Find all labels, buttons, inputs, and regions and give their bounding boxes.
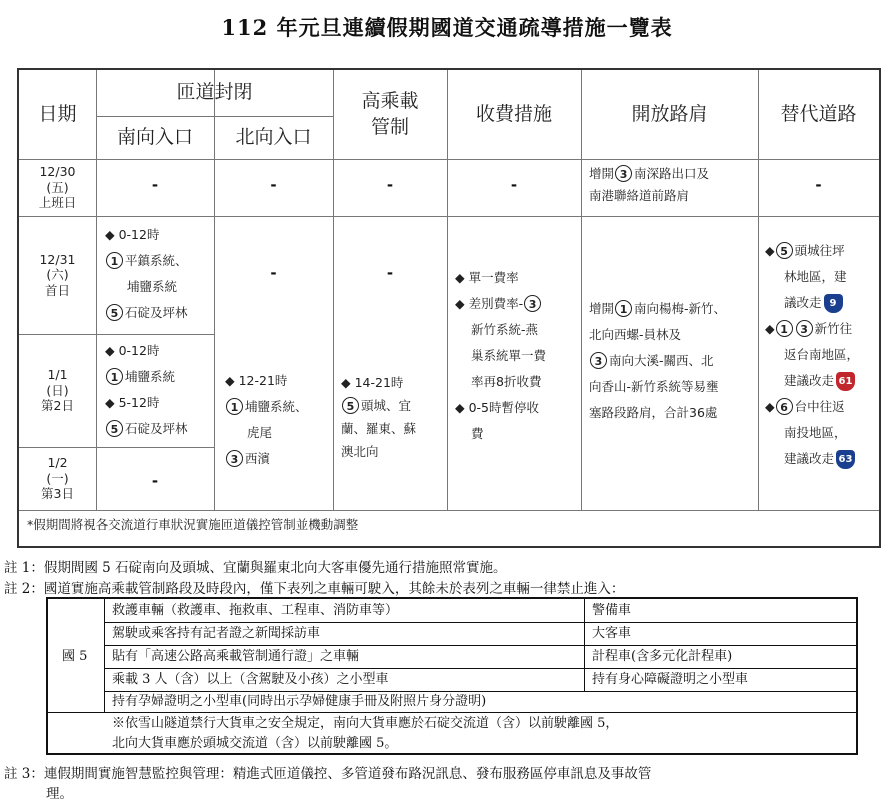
vehicle-item: 警備車 bbox=[592, 603, 632, 618]
text: 率再8折收費 bbox=[471, 374, 542, 389]
date-cell bbox=[19, 334, 96, 447]
date-cell bbox=[19, 159, 96, 216]
text: 林地區，建 bbox=[784, 269, 847, 284]
date-line: 1/2 bbox=[47, 455, 68, 471]
text: ◆ 12-21時 bbox=[225, 373, 288, 388]
header-hov bbox=[333, 70, 447, 159]
south-entry-1231 bbox=[105, 222, 188, 326]
route-5-icon: 5 bbox=[106, 420, 123, 437]
south-entry-0101 bbox=[105, 338, 188, 442]
text: ◆ 0-12時 bbox=[105, 343, 160, 358]
grid-line bbox=[104, 599, 105, 712]
empty-cell: - bbox=[386, 264, 394, 282]
grid-line bbox=[19, 216, 879, 217]
text: 巢系統單一費 bbox=[471, 348, 547, 363]
text: 返台南地區， bbox=[784, 347, 860, 362]
date-line: 首日 bbox=[44, 282, 70, 298]
text: 埔鹽系統 bbox=[125, 369, 176, 384]
text: 向香山-新竹系統等易壅 bbox=[589, 379, 719, 394]
note-2: 註 2：國道實施高乘載管制路段及時段內，僅下表列之車輛可駛入，其餘未於表列之車輛一律禁止進入： bbox=[4, 581, 625, 597]
empty-cell: - bbox=[151, 472, 159, 490]
text: 西濱 bbox=[245, 451, 271, 466]
empty-cell: - bbox=[270, 176, 277, 194]
header-hov-line2: 管制 bbox=[370, 115, 409, 138]
header-date: 日期 bbox=[38, 102, 77, 125]
header-south-entry: 南向入口 bbox=[116, 125, 193, 148]
header-hov-line1: 高乘載 bbox=[361, 89, 419, 112]
text: 新竹往 bbox=[814, 321, 853, 336]
header-shoulder: 開放路肩 bbox=[631, 102, 708, 125]
text: ◆ bbox=[765, 321, 775, 336]
route-3-icon: 3 bbox=[226, 450, 243, 467]
text: 建議改走 bbox=[784, 373, 835, 388]
text: 澳北向 bbox=[341, 444, 379, 459]
date-line: 1/1 bbox=[47, 367, 68, 383]
vehicle-item: 乘載 3 人（含）以上（含駕駛及小孩）之小型車 bbox=[112, 672, 389, 687]
toll-measures bbox=[455, 265, 546, 447]
route-1-icon: 1 bbox=[106, 368, 123, 385]
date-line: 第2日 bbox=[41, 398, 74, 414]
vehicle-item: 計程車(含多元化計程車) bbox=[592, 649, 733, 664]
header-toll: 收費措施 bbox=[475, 102, 552, 125]
text: 頭城往坪 bbox=[794, 243, 845, 258]
text: 南投地區， bbox=[784, 425, 847, 440]
grid-line bbox=[19, 510, 879, 511]
hov-vehicle-table bbox=[46, 597, 858, 755]
highway-9-shield-icon: 9 bbox=[824, 294, 843, 313]
vehicle-item: 大客車 bbox=[592, 626, 632, 641]
route-1-icon: 1 bbox=[776, 320, 793, 337]
text: 南深路出口及 bbox=[634, 166, 710, 181]
date-cell bbox=[19, 216, 96, 334]
vehicle-item: 救護車輛（救護車、拖救車、工程車、消防車等） bbox=[112, 603, 399, 618]
empty-cell: - bbox=[510, 176, 518, 194]
text: ◆ 單一費率 bbox=[455, 270, 519, 285]
date-line: (一) bbox=[46, 470, 69, 486]
text: 埔鹽系統、 bbox=[245, 399, 308, 414]
date-cell bbox=[19, 447, 96, 510]
table-footnote: *假期間將視各交流道行車狀況實施匝道儀控管制並機動調整 bbox=[27, 517, 359, 532]
date-line: (六) bbox=[46, 267, 69, 283]
text: 石碇及坪林 bbox=[125, 421, 188, 436]
text: 南向大溪-關西、北 bbox=[609, 353, 714, 368]
text: ◆ 5-12時 bbox=[105, 395, 160, 410]
route-3-icon: 3 bbox=[796, 320, 813, 337]
road-label: 國 5 bbox=[62, 649, 88, 664]
text: ◆ 差別費率- bbox=[455, 296, 524, 311]
note-3-cont: 理。 bbox=[46, 786, 73, 802]
text: 南向楊梅-新竹、 bbox=[634, 301, 727, 316]
alt-routes bbox=[765, 238, 859, 472]
north-entry-0101 bbox=[225, 368, 308, 472]
date-line: 12/30 bbox=[39, 164, 76, 180]
route-3-icon: 3 bbox=[590, 352, 607, 369]
text: ◆ bbox=[765, 243, 775, 258]
text: 增開 bbox=[589, 166, 615, 181]
highway-61-shield-icon: 61 bbox=[836, 372, 855, 391]
text: 埔鹽系統 bbox=[127, 279, 178, 294]
text: 新竹系統-燕 bbox=[471, 322, 539, 337]
empty-cell: - bbox=[815, 176, 822, 194]
route-3-icon: 3 bbox=[524, 295, 541, 312]
shoulder-1230 bbox=[589, 163, 709, 207]
date-line: (五) bbox=[46, 179, 69, 195]
text: 費 bbox=[471, 426, 484, 441]
text: 台中往返 bbox=[794, 399, 845, 414]
route-1-icon: 1 bbox=[615, 300, 632, 317]
text: ◆ 0-12時 bbox=[105, 227, 160, 242]
vehicle-item: 貼有「高速公路高乘載管制通行證」之車輛 bbox=[112, 649, 360, 664]
text: 頭城、宜 bbox=[361, 398, 412, 413]
grid-line bbox=[19, 159, 879, 160]
route-5-icon: 5 bbox=[342, 397, 359, 414]
header-alt-route: 替代道路 bbox=[780, 102, 857, 125]
route-1-icon: 1 bbox=[106, 252, 123, 269]
shoulder-measures bbox=[589, 296, 726, 426]
note-1: 註 1：假期間國 5 石碇南向及頭城、宜蘭與羅東北向大客車優先通行措施照常實施。 bbox=[4, 560, 507, 576]
vehicle-item: 持有孕婦證明之小型車(同時出示孕婦健康手冊及附照片身分證明) bbox=[112, 694, 487, 709]
route-6-icon: 6 bbox=[776, 398, 793, 415]
page-title: 112 年元旦連續假期國道交通疏導措施一覽表 bbox=[221, 15, 673, 40]
text: 平鎮系統、 bbox=[125, 253, 188, 268]
highway-63-shield-icon: 63 bbox=[836, 450, 855, 469]
text: ◆ 14-21時 bbox=[341, 375, 404, 390]
truck-rule: ※依雪山隧道禁行大貨車之安全規定，南向大貨車應於石碇交流道（含）以前駛離國 5， bbox=[112, 716, 619, 731]
text: 蘭、羅東、蘇 bbox=[341, 421, 417, 436]
text: 塞路段路肩，合計36處 bbox=[589, 405, 718, 420]
measures-table bbox=[17, 68, 881, 548]
header-north-entry: 北向入口 bbox=[235, 125, 312, 148]
route-3-icon: 3 bbox=[615, 165, 632, 182]
route-5-icon: 5 bbox=[776, 242, 793, 259]
empty-cell: - bbox=[151, 176, 159, 194]
text: ◆ bbox=[765, 399, 775, 414]
route-1-icon: 1 bbox=[226, 398, 243, 415]
text: 石碇及坪林 bbox=[125, 305, 188, 320]
text: ◆ 0-5時暫停收 bbox=[455, 400, 540, 415]
date-line: 上班日 bbox=[38, 195, 77, 211]
text: 虎尾 bbox=[247, 425, 273, 440]
date-line: (日) bbox=[46, 382, 69, 398]
text: 建議改走 bbox=[784, 451, 835, 466]
vehicle-item: 持有身心障礙證明之小型車 bbox=[592, 672, 749, 687]
date-line: 第3日 bbox=[41, 486, 74, 502]
note-3: 註 3：連假期間實施智慧監控與管理：精進式匝道儀控、多管道發布路況訊息、發布服務區停車訊息及事故管 bbox=[4, 766, 652, 782]
vehicle-item: 駕駛或乘客持有記者證之新聞採訪車 bbox=[112, 626, 321, 641]
text: 南港聯絡道前路肩 bbox=[589, 188, 690, 203]
empty-cell: - bbox=[386, 176, 394, 194]
truck-rule: 北向大貨車應於頭城交流道（含）以前駛離國 5。 bbox=[112, 736, 398, 751]
text: 議改走 bbox=[784, 295, 822, 310]
empty-cell: - bbox=[270, 264, 277, 282]
header-ramp-closure: 匝道封閉 bbox=[176, 81, 253, 104]
text: 北向西螺-員林及 bbox=[589, 327, 682, 342]
text: 增開 bbox=[589, 301, 615, 316]
hov-0101 bbox=[341, 371, 416, 463]
route-5-icon: 5 bbox=[106, 304, 123, 321]
date-line: 12/31 bbox=[39, 251, 76, 267]
